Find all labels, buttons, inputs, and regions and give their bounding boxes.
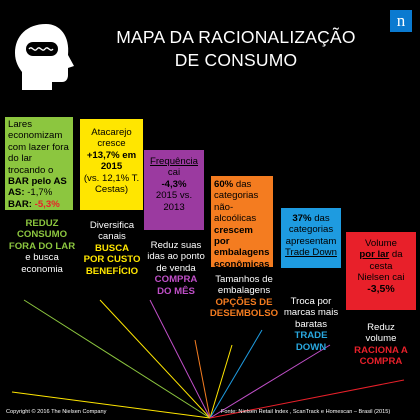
page-title	[86, 26, 386, 72]
card4-line5: crescem por	[214, 224, 253, 248]
card5-line4: Trade Down	[285, 247, 337, 259]
caption2-line4: POR CUSTO	[83, 254, 141, 266]
card4-line4: alcoólicas	[214, 213, 257, 225]
head-brain-icon	[12, 22, 80, 92]
card2-line3: +13,7% em	[86, 149, 137, 161]
caption3-line2: idas ao ponto	[147, 251, 205, 263]
caption2-line3: BUSCA	[94, 242, 130, 254]
title-line-2: DE CONSUMO	[174, 50, 298, 70]
card-embalagens	[211, 176, 273, 270]
card1-as-label: AS:	[8, 187, 28, 199]
card-trade-down	[281, 208, 341, 268]
caption3-line5: DO MÊS	[157, 285, 195, 297]
nielsen-logo	[390, 10, 412, 32]
caption-fora-do-lar	[4, 218, 80, 275]
caption-canais	[78, 220, 146, 277]
caption1-line5: economia	[21, 263, 63, 275]
card-volume	[346, 232, 416, 310]
caption4-line2: embalagens	[217, 285, 271, 297]
card1-line1: Lares	[8, 119, 32, 130]
card1-line3: com lazer fora	[8, 141, 69, 153]
caption4-line4: DESEMBOLSO	[209, 308, 279, 320]
card-bar-vs-as	[5, 117, 73, 210]
card2-line1: Atacarejo	[91, 127, 132, 138]
caption5-line4: TRADE	[294, 330, 328, 342]
card4-pct-suffix: das	[233, 179, 252, 190]
card4-line6: embalagens	[214, 247, 270, 259]
card5-pct-suffix: das	[311, 213, 330, 224]
card3-line4: 2015 vs.	[155, 190, 193, 202]
card-frequencia	[144, 150, 204, 230]
caption6-line1: Reduz	[367, 322, 395, 333]
card1-line6: BAR pelo AS	[8, 176, 67, 188]
card4-line3: não-	[214, 201, 234, 213]
caption6-line2: volume	[365, 333, 397, 345]
card5-pct: 37%	[292, 213, 312, 224]
card1-line7	[8, 187, 70, 198]
card6-line3: cesta	[369, 260, 393, 272]
card3-line2: cai	[167, 167, 181, 179]
source-text: Fonte: Nielsen Retail Index , ScanTrack e Homescan – Brasil (2015)	[221, 409, 391, 415]
caption-embalagens	[208, 274, 280, 320]
card6-line5: -3,5%	[367, 282, 395, 295]
card1-line4: do lar	[8, 153, 32, 165]
card1-line8	[8, 199, 70, 210]
card4-line7: econômicas	[214, 258, 270, 270]
card6-line4: Nielsen cai	[357, 272, 405, 284]
caption-trade-down	[278, 296, 344, 353]
caption5-line2: marcas mais	[283, 307, 339, 319]
caption4-line3: OPÇÕES DE	[215, 296, 273, 308]
card1-line2: economizam	[8, 130, 63, 142]
card2-line4: 2015	[100, 161, 123, 173]
caption5-line3: baratas	[295, 318, 327, 330]
card4-line1	[214, 179, 270, 190]
card2-line5: (vs. 12,1% T.	[83, 172, 140, 184]
card6-por-lar: por lar	[359, 249, 390, 261]
caption3-line4: COMPRA	[154, 274, 198, 286]
card2-line6: Cestas)	[94, 184, 129, 196]
caption2-line5: BENEFÍCIO	[85, 265, 139, 277]
caption5-line5: DOWN	[295, 341, 327, 353]
caption6-line4: COMPRA	[359, 356, 403, 368]
caption-compra-do-mes	[143, 240, 209, 297]
card3-line1: Frequência	[150, 156, 198, 167]
card3-line5: 2013	[163, 201, 185, 213]
card1-as-value: -1,7%	[27, 187, 53, 199]
card1-bar-label: BAR:	[8, 198, 35, 210]
copyright-text: Copyright © 2016 The Nielsen Company	[6, 409, 107, 415]
title-line-1: MAPA DA RACIONALIZAÇÃO	[116, 27, 356, 47]
caption4-line1: Tamanhos de	[215, 274, 273, 285]
logo-letter: n	[396, 11, 406, 30]
card5-line1	[281, 213, 341, 224]
caption6-line3: RACIONA A	[354, 344, 408, 356]
card5-line2: categorias	[288, 224, 334, 236]
caption-raciona	[346, 322, 416, 368]
card6-line1: Volume	[365, 238, 397, 249]
card4-pct: 60%	[214, 179, 234, 190]
card3-line3: -4,3%	[161, 178, 187, 190]
caption5-line1: Troca por	[290, 296, 332, 307]
card2-line2: cresce	[97, 138, 126, 150]
caption1-line4: e busca	[25, 252, 59, 264]
card5-line3: apresentam	[285, 235, 337, 247]
caption2-line2: canais	[98, 231, 126, 243]
card6-da: da	[389, 249, 403, 261]
card1-line5: trocando o	[8, 164, 54, 176]
caption3-line3: de venda	[156, 262, 196, 274]
card-atacarejo	[80, 119, 143, 210]
caption1-line1: REDUZ	[25, 218, 59, 229]
caption1-line2: CONSUMO	[16, 229, 68, 241]
caption3-line1: Reduz suas	[150, 240, 202, 251]
card4-line2: categorias	[214, 190, 259, 202]
card1-bar-value: -5,3%	[34, 198, 60, 210]
card6-line2	[346, 249, 416, 260]
caption1-line3: FORA DO LAR	[8, 240, 76, 252]
caption2-line1: Diversifica	[89, 220, 135, 231]
